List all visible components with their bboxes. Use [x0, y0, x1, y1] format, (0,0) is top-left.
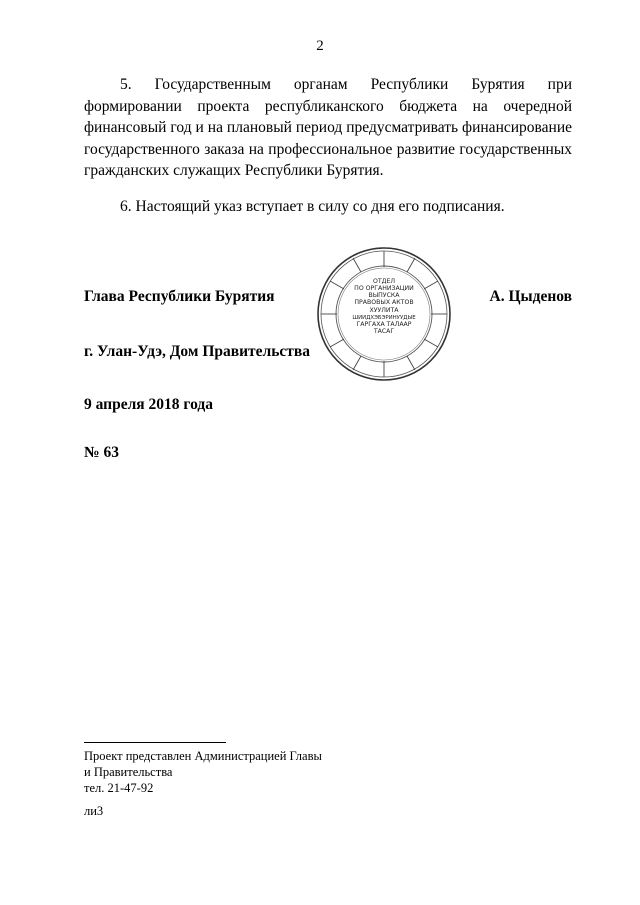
- official-seal-stamp: [316, 246, 452, 382]
- seal-line-7: ГАРГАХА ТАЛААР: [356, 321, 412, 328]
- seal-line-3: ВЫПУСКА: [368, 292, 400, 299]
- page-number: 2: [316, 38, 324, 54]
- footnote: [84, 748, 322, 796]
- paragraph-6: 6. Настоящий указ вступает в силу со дня его подписания.: [120, 198, 505, 215]
- seal-line-4: ПРАВОВЫХ АКТОВ: [354, 299, 414, 306]
- seal-line-5: ХУУЛИТА: [369, 307, 399, 314]
- seal-line-6: ШИИДХЭБЭРИНУУДЫЕ: [352, 315, 416, 321]
- decree-number: № 63: [84, 444, 119, 461]
- footnote-line-3: тел. 21-47-92: [84, 781, 154, 795]
- seal-line-2: ПО ОРГАНИЗАЦИИ: [354, 285, 414, 292]
- document-code: ли3: [84, 804, 104, 818]
- seal-line-1: ОТДЕЛ: [372, 278, 396, 285]
- footnote-line-2: и Правительства: [84, 765, 173, 779]
- signer-name: А. Цыденов: [489, 288, 572, 305]
- signing-place: г. Улан-Удэ, Дом Правительства: [84, 343, 311, 360]
- footnote-line-1: Проект представлен Администрацией Главы: [84, 749, 322, 763]
- paragraph-5: 5. Государственным органам Республики Бурятия при формировании проекта республиканского бюджета на очередной финансовый год и на плановый период предусматривать финансирование государственного заказа на профессиональное развитие государственных гражданских служащих Республики Бурятия.: [84, 76, 572, 179]
- seal-graphic: [316, 246, 452, 382]
- seal-line-8: ТАСАГ: [373, 328, 395, 335]
- signer-title: Глава Республики Бурятия: [84, 288, 275, 305]
- footnote-divider: [84, 742, 226, 743]
- signing-date: 9 апреля 2018 года: [84, 396, 213, 413]
